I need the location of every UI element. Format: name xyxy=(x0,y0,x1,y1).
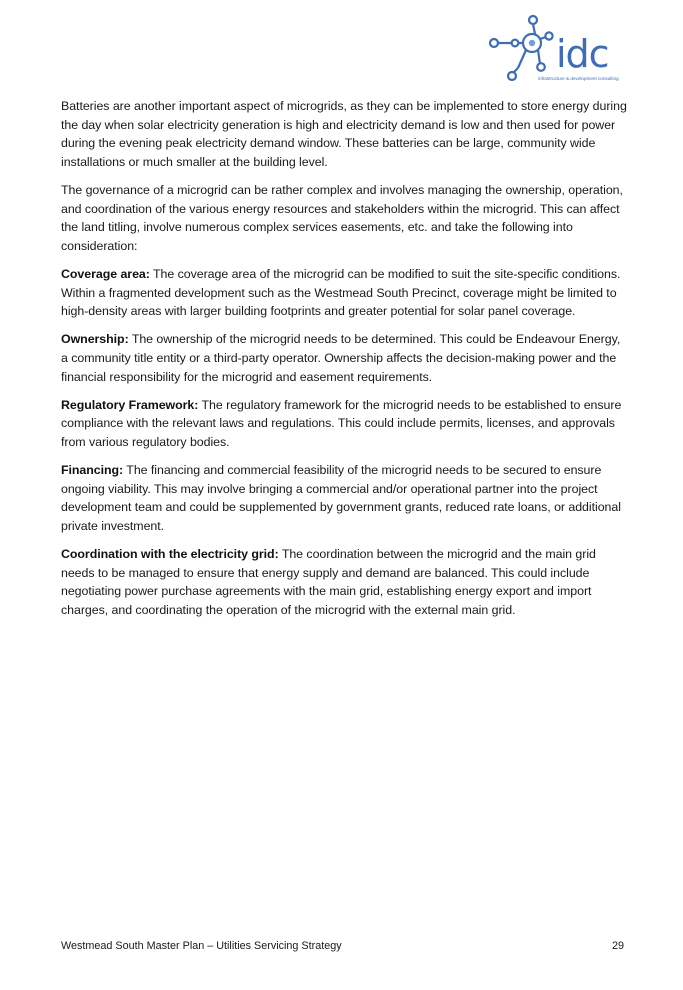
paragraph-heading: Ownership: xyxy=(61,332,129,347)
paragraph-ownership xyxy=(61,330,627,386)
paragraph-text: The regulatory framework for the microgrid needs to be established to ensure compliance with the relevant laws and regulations. This could include permits, licenses, and approvals from various regulatory bodies. xyxy=(61,397,622,449)
paragraph-grid-coordination xyxy=(61,545,627,619)
paragraph-text: Batteries are another important aspect of microgrids, as they can be implemented to store energy during the day when solar electricity generation is high and electricity demand is low and then used for power during the evening peak electricity demand window. These batteries can be large, community wide installations or much smaller at the building level. xyxy=(61,99,627,169)
paragraph-batteries xyxy=(61,97,627,171)
paragraph-heading: Coverage area: xyxy=(61,266,150,281)
paragraph-governance xyxy=(61,181,627,255)
paragraph-text: The coordination between the microgrid and the main grid needs to be managed to ensure that energy supply and demand are balanced. This could include negotiating power purchase agreements with the main grid, establishing energy export and import charges, and coordinating the operation of the microgrid with the external main grid. xyxy=(61,547,596,617)
paragraph-text: The governance of a microgrid can be rather complex and involves managing the ownership, operation, and coordination of the various energy resources and stakeholders within the microgrid. This can affect the land titling, involve numerous complex services easements, etc. and take the following into consideration: xyxy=(61,182,623,253)
logo-tagline: infrastructure & development consulting xyxy=(538,76,619,81)
paragraph-coverage-area xyxy=(61,265,627,321)
paragraph-heading: Coordination with the electricity grid: xyxy=(61,547,279,562)
paragraph-text: The financing and commercial feasibility of the microgrid needs to be secured to ensure ongoing viability. This may involve bringing a commercial and/or operational partner into the project development team and could be supplemented by government grants, reduced rate loans, or additional private investment. xyxy=(61,463,621,533)
paragraph-text: The coverage area of the microgrid can be modified to suit the site-specific conditions. Within a fragmented development such as the Westmead South Precinct, coverage might be limited to high-density areas with larger building footprints and greater potential for solar panel coverage. xyxy=(61,266,621,319)
paragraph-heading: Regulatory Framework: xyxy=(61,397,199,412)
paragraph-financing xyxy=(61,461,627,535)
logo-wordmark: idc xyxy=(556,32,609,76)
paragraph-regulatory-framework xyxy=(61,396,627,452)
page-number: 29 xyxy=(611,940,624,952)
footer-document-title: Westmead South Master Plan – Utilities Servicing Strategy xyxy=(61,940,342,952)
paragraph-text: The ownership of the microgrid needs to be determined. This could be Endeavour Energy, a community title entity or a third-party operator. Ownership affects the decision-making power and the financial responsibility for the microgrid and easement requirements. xyxy=(61,332,621,384)
paragraph-heading: Financing: xyxy=(61,463,124,478)
document-body xyxy=(61,97,627,629)
